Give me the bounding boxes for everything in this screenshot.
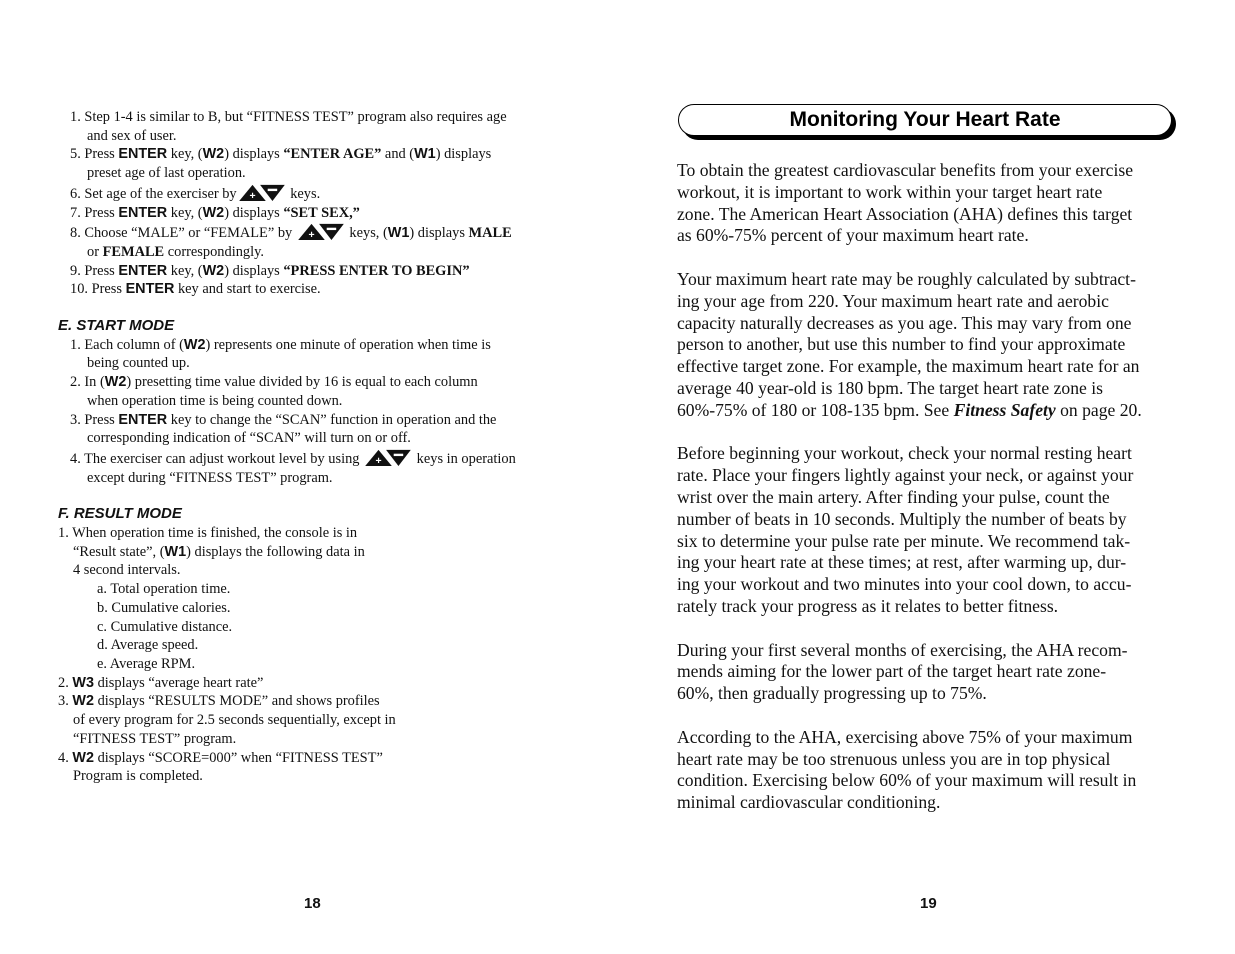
text-run: ing your workout and two minutes into your cool down, to accu- xyxy=(677,574,1132,595)
text-run: capacity naturally decreases as you age. This may vary from one xyxy=(677,312,1132,333)
start-mode-heading: E. START MODE xyxy=(58,317,175,335)
text-run: ing your heart rate at these times; at rest, after warming up, dur- xyxy=(677,552,1127,573)
text-run: “ENTER AGE” xyxy=(283,146,382,163)
body-paragraph xyxy=(677,269,1197,422)
text-run: ) displays xyxy=(224,262,284,279)
text-run: 10. Press xyxy=(70,281,126,298)
step-line xyxy=(58,164,578,183)
result-mode-line xyxy=(58,636,578,655)
result-mode-line xyxy=(58,749,578,768)
text-run: on page 20. xyxy=(1055,399,1142,420)
text-run: W2 xyxy=(72,693,94,710)
text-run: wrist over the main artery. After finding your pulse, count the xyxy=(677,486,1110,507)
paragraph-line xyxy=(677,334,1197,356)
text-run: 60%, then gradually progressing up to 75%. xyxy=(677,683,987,704)
paragraph-line xyxy=(677,770,1197,792)
start-mode-line xyxy=(58,354,578,373)
step-line xyxy=(58,145,578,164)
step-line xyxy=(58,183,578,204)
text-run: when operation time is being counted down. xyxy=(87,392,343,409)
paragraph-line xyxy=(677,269,1197,291)
text-run: According to the AHA, exercising above 75% of your maximum xyxy=(677,726,1133,747)
text-run: 4. The exerciser can adjust workout level by using xyxy=(70,450,364,467)
result-mode-line xyxy=(58,599,578,618)
section-title: Monitoring Your Heart Rate xyxy=(789,108,1061,131)
text-run: six to determine your pulse rate per minute. We recommend tak- xyxy=(677,530,1131,551)
paragraph-line xyxy=(677,792,1197,814)
up-down-arrow-keys-icon xyxy=(237,183,287,202)
text-run: 9. Press xyxy=(70,262,119,279)
text-run: W2 xyxy=(202,146,225,163)
text-run: and sex of user. xyxy=(87,127,177,144)
text-run: 4 second intervals. xyxy=(73,562,181,579)
text-run: Program is completed. xyxy=(73,768,203,785)
text-run: W1 xyxy=(414,146,436,163)
text-run: W2 xyxy=(202,262,225,279)
start-mode-line xyxy=(58,392,578,411)
text-run: displays “average heart rate” xyxy=(93,674,264,691)
text-run: key to change the “SCAN” function in operation and the xyxy=(167,411,497,428)
text-run: W2 xyxy=(104,374,127,391)
text-run: corresponding indication of “SCAN” will turn on or off. xyxy=(87,430,411,447)
paragraph-line xyxy=(677,661,1197,683)
text-run: or xyxy=(87,243,103,260)
text-run: key, ( xyxy=(167,204,203,221)
paragraph-line xyxy=(677,552,1197,574)
text-run: 8. Choose “MALE” or “FEMALE” by xyxy=(70,225,296,242)
start-mode-line xyxy=(58,469,578,488)
result-mode-list xyxy=(58,524,578,786)
text-run: ENTER xyxy=(118,262,168,279)
page-number-left: 18 xyxy=(304,895,321,912)
up-down-arrow-keys-icon xyxy=(363,448,413,467)
banner-face xyxy=(678,104,1172,136)
step-line xyxy=(58,262,578,281)
text-run: W1 xyxy=(387,225,410,242)
paragraph-line xyxy=(677,509,1197,531)
paragraph-line xyxy=(677,378,1197,400)
body-paragraph xyxy=(677,443,1197,617)
paragraph-line xyxy=(677,291,1197,313)
text-run: condition. Exercising below 60% of your maximum will result in xyxy=(677,770,1137,791)
paragraph-line xyxy=(677,749,1197,771)
step-line xyxy=(58,243,578,262)
text-run: displays “RESULTS MODE” and shows profiles xyxy=(93,693,380,710)
result-mode-line xyxy=(58,711,578,730)
up-down-arrow-keys-icon xyxy=(296,222,346,241)
right-page-body xyxy=(677,160,1197,836)
text-run: ) displays xyxy=(224,146,284,163)
text-run: To obtain the greatest cardiovascular benefits from your exercise xyxy=(677,160,1134,180)
text-run: workout, it is important to work within your target heart rate xyxy=(677,181,1103,202)
body-paragraph xyxy=(677,727,1197,814)
text-run: W2 xyxy=(183,336,206,353)
result-mode-line xyxy=(58,580,578,599)
section-banner xyxy=(678,104,1176,138)
text-run: 2. In ( xyxy=(70,374,105,391)
text-run: FEMALE xyxy=(102,243,165,260)
paragraph-line xyxy=(677,182,1197,204)
result-mode-line xyxy=(58,524,578,543)
result-mode-line xyxy=(58,618,578,637)
result-mode-line xyxy=(58,655,578,674)
text-run: key and start to exercise. xyxy=(174,281,321,298)
text-run: a. Total operation time. xyxy=(97,581,231,598)
text-run: Fitness Safety xyxy=(953,399,1056,420)
text-run: rately track your progress as it relates to better fitness. xyxy=(677,595,1059,616)
text-run: key, ( xyxy=(167,262,203,279)
result-mode-line xyxy=(58,561,578,580)
text-run: ENTER xyxy=(118,411,168,428)
text-run: heart rate may be too strenuous unless you are in top physical xyxy=(677,748,1111,769)
text-run: except during “FITNESS TEST” program. xyxy=(87,469,333,486)
text-run: W1 xyxy=(164,543,187,560)
paragraph-line xyxy=(677,356,1197,378)
paragraph-line xyxy=(677,204,1197,226)
paragraph-line xyxy=(677,683,1197,705)
start-mode-line xyxy=(58,411,578,430)
text-run: 4. xyxy=(58,749,73,766)
text-run: W2 xyxy=(72,749,94,766)
step-line xyxy=(58,127,578,146)
text-run: key, ( xyxy=(167,146,203,163)
text-run: correspondingly. xyxy=(164,243,264,260)
svg-text:+: + xyxy=(249,190,256,202)
paragraph-line xyxy=(677,640,1197,662)
text-run: number of beats in 10 seconds. Multiply the number of beats by xyxy=(677,508,1127,529)
text-run: 5. Press xyxy=(70,146,119,163)
text-run: keys. xyxy=(286,185,321,202)
text-run: “PRESS ENTER TO BEGIN” xyxy=(283,262,470,279)
text-run: ) displays xyxy=(224,204,284,221)
text-run: W2 xyxy=(202,204,225,221)
text-run: person to another, but use this number to find your approximate xyxy=(677,334,1126,355)
text-run: 7. Press xyxy=(70,204,119,221)
result-mode-line xyxy=(58,543,578,562)
paragraph-line xyxy=(677,313,1197,335)
text-run: and ( xyxy=(381,146,415,163)
text-run: minimal cardiovascular conditioning. xyxy=(677,792,941,813)
start-mode-list xyxy=(58,336,578,488)
result-mode-line xyxy=(58,730,578,749)
start-mode-line xyxy=(58,448,578,469)
result-mode-line xyxy=(58,692,578,711)
text-run: average 40 year-old is 180 bpm. The target heart rate zone is xyxy=(677,377,1103,398)
text-run: ) displays xyxy=(435,146,492,163)
step-line xyxy=(58,280,578,299)
text-run: displays “SCORE=000” when “FITNESS TEST” xyxy=(93,749,383,766)
left-page-content xyxy=(58,108,578,786)
start-mode-line xyxy=(58,429,578,448)
text-run: ENTER xyxy=(125,281,175,298)
text-run: Your maximum heart rate may be roughly calculated by subtract- xyxy=(677,268,1136,289)
text-run: W3 xyxy=(72,674,94,691)
paragraph-line xyxy=(677,574,1197,596)
text-run: ing your age from 220. Your maximum heart rate and aerobic xyxy=(677,290,1109,311)
text-run: d. Average speed. xyxy=(97,637,199,654)
text-run: 6. Set age of the exerciser by xyxy=(70,185,237,202)
text-run: 60%-75% of 180 or 108-135 bpm. See xyxy=(677,399,954,420)
body-paragraph xyxy=(677,640,1197,705)
paragraph-line xyxy=(677,727,1197,749)
svg-text:+: + xyxy=(308,230,315,242)
paragraph-line xyxy=(677,531,1197,553)
text-run: ) displays the following data in xyxy=(186,543,365,560)
text-run: preset age of last operation. xyxy=(87,165,246,182)
step-line xyxy=(58,204,578,223)
result-mode-line xyxy=(58,674,578,693)
result-mode-heading: F. RESULT MODE xyxy=(58,505,182,523)
text-run: effective target zone. For example, the maximum heart rate for an xyxy=(677,356,1140,377)
text-run: being counted up. xyxy=(87,355,190,372)
step-line xyxy=(58,108,578,127)
text-run: ENTER xyxy=(118,146,168,163)
text-run: keys in operation xyxy=(413,450,516,467)
text-run: ) represents one minute of operation when time is xyxy=(205,336,491,353)
paragraph-line xyxy=(677,596,1197,618)
result-mode-line xyxy=(58,767,578,786)
svg-text:+: + xyxy=(375,456,382,467)
text-run: “Result state”, ( xyxy=(73,543,165,560)
text-run: 3. Press xyxy=(70,411,119,428)
text-run: Before beginning your workout, check your normal resting heart xyxy=(677,443,1132,464)
program-steps-list xyxy=(58,108,578,299)
paragraph-line xyxy=(677,160,1197,182)
text-run: “SET SEX,” xyxy=(283,204,360,221)
text-run: During your first several months of exercising, the AHA recom- xyxy=(677,639,1128,660)
text-run: 1. When operation time is finished, the console is in xyxy=(58,525,358,542)
text-run: ) presetting time value divided by 16 is equal to each column xyxy=(126,374,478,391)
text-run: keys, ( xyxy=(345,225,388,242)
text-run: e. Average RPM. xyxy=(97,655,196,672)
start-mode-line xyxy=(58,373,578,392)
text-run: 3. xyxy=(58,693,73,710)
text-run: MALE xyxy=(468,225,512,242)
paragraph-line xyxy=(677,400,1197,422)
text-run: mends aiming for the lower part of the target heart rate zone- xyxy=(677,661,1107,682)
start-mode-line xyxy=(58,336,578,355)
text-run: 1. Each column of ( xyxy=(70,336,184,353)
paragraph-line xyxy=(677,487,1197,509)
text-run: of every program for 2.5 seconds sequentially, except in xyxy=(73,712,396,729)
text-run: ENTER xyxy=(118,204,168,221)
text-run: “FITNESS TEST” program. xyxy=(73,730,237,747)
text-run: 1. Step 1-4 is similar to B, but “FITNESS TEST” program also requires age xyxy=(70,109,507,125)
text-run: zone. The American Heart Association (AHA) defines this target xyxy=(677,203,1133,224)
text-run: as 60%-75% percent of your maximum heart rate. xyxy=(677,225,1029,246)
text-run: b. Cumulative calories. xyxy=(97,599,231,616)
body-paragraph xyxy=(677,160,1197,247)
text-run: ) displays xyxy=(409,225,469,242)
paragraph-line xyxy=(677,443,1197,465)
step-line xyxy=(58,222,578,243)
text-run: 2. xyxy=(58,674,73,691)
paragraph-line xyxy=(677,225,1197,247)
text-run: rate. Place your fingers lightly against your neck, or against your xyxy=(677,465,1134,486)
text-run: c. Cumulative distance. xyxy=(97,618,233,635)
page-number-right: 19 xyxy=(920,895,937,912)
paragraph-line xyxy=(677,465,1197,487)
